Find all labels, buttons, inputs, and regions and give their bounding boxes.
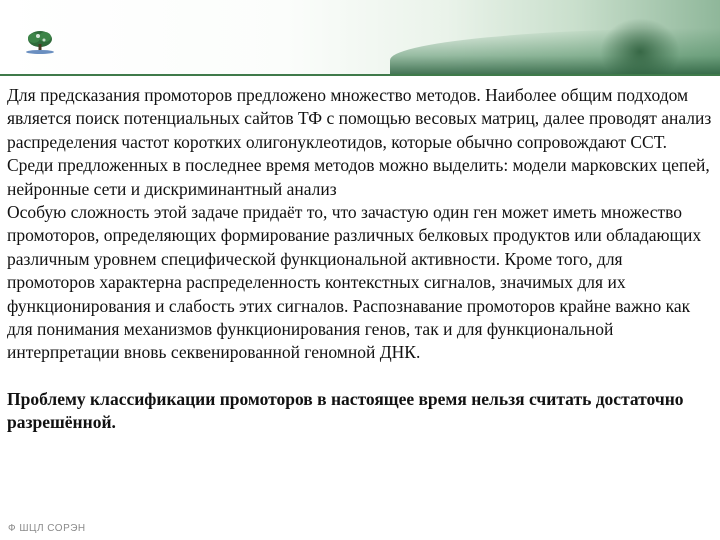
paragraph-methods: Для предсказания промоторов предложено множество методов. Наиболее общим подходом является поиск потенциальных сайтов ТФ с помощью весовых матриц, далее проводят анализ распределения частот коротких олигонуклеотидов, которые обычно сопровождают ССТ. Среди предложенных в последнее время методов можно выделить: модели марковских цепей, нейронные сети и дискриминантный анализ xyxy=(7,85,712,199)
tree-silhouette-decoration xyxy=(600,18,680,74)
conclusion-text: Проблему классификации промоторов в настоящее время нельзя считать достаточно разрешённой. xyxy=(7,388,684,433)
footer-logo: Ф ШЦЛ СОРЭН xyxy=(8,523,86,534)
tree-logo-icon xyxy=(22,30,58,54)
header-divider xyxy=(0,74,720,76)
paragraph-complexity: Особую сложность этой задаче придаёт то, что зачастую один ген может иметь множество промоторов, определяющих формирование различных белковых продуктов или обладающих различным уровнем специфической функциональной активности. Кроме того, для промоторов характерна распределенность контекстных сигналов, значимых для их функционирования и слабость этих сигналов. Распознавание промоторов крайне важно как для понимания механизмов функционирования генов, так и для функциональной интерпретации вновь секвенированной геномной ДНК. xyxy=(7,202,702,363)
header-band xyxy=(0,0,720,74)
slide-body xyxy=(7,84,713,435)
paragraph-spacer xyxy=(7,365,713,388)
